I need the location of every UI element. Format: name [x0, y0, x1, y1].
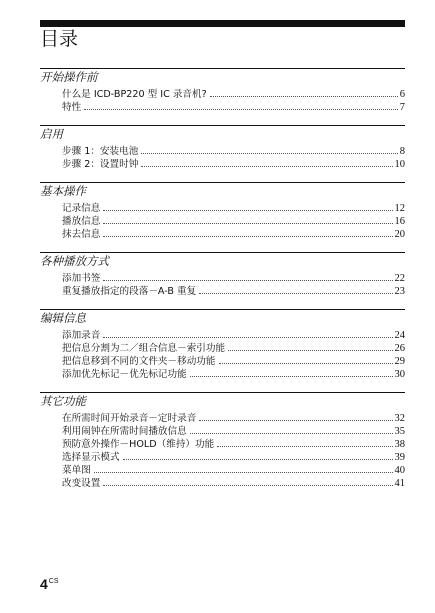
toc-entry-page: 10: [394, 159, 405, 170]
section-heading: 基本操作: [40, 184, 86, 198]
toc-entry[interactable]: [40, 215, 405, 228]
dot-leader: [84, 109, 398, 110]
toc-entry-page: 16: [394, 216, 405, 227]
toc-entry-title: 在所需时间开始录音－定时录音: [62, 413, 197, 424]
toc-entry-title: 什么是 ICD-BP220 型 IC 录音机?: [62, 89, 207, 100]
toc-entry-page: 29: [394, 356, 405, 367]
toc-entry-page: 38: [394, 439, 405, 450]
toc-entry-title: 步骤 1：安装电池: [62, 146, 139, 157]
dot-leader: [228, 350, 392, 351]
dot-leader: [103, 223, 392, 224]
toc-entry[interactable]: [40, 477, 405, 490]
section-heading: 各种播放方式: [40, 254, 109, 268]
section-divider: [40, 252, 405, 253]
toc-section: [40, 68, 405, 114]
toc-entry-page: 32: [394, 413, 405, 424]
toc-entry-page: 7: [399, 102, 405, 113]
section-divider: [40, 182, 405, 183]
toc-entry[interactable]: [40, 451, 405, 464]
toc-entry[interactable]: [40, 329, 405, 342]
toc-entry[interactable]: [40, 285, 405, 298]
toc-section: [40, 125, 405, 171]
dot-leader: [103, 485, 392, 486]
toc-entry-page: 30: [394, 369, 405, 380]
toc-entry-title: 把信息分割为二／组合信息－索引功能: [62, 343, 226, 354]
toc-entry[interactable]: [40, 158, 405, 171]
toc-entry-title: 选择显示模式: [62, 452, 120, 463]
dot-leader: [141, 153, 397, 154]
toc-entry[interactable]: [40, 425, 405, 438]
toc-entry[interactable]: [40, 88, 405, 101]
toc-entry-title: 抹去信息: [62, 229, 101, 240]
dot-leader: [103, 280, 392, 281]
toc-entry-page: 22: [394, 273, 405, 284]
section-heading: 启用: [40, 127, 63, 141]
section-heading: 开始操作前: [40, 70, 98, 84]
toc-entry-title: 菜单图: [62, 465, 91, 476]
toc-entry-page: 40: [394, 465, 405, 476]
dot-leader: [199, 293, 392, 294]
toc-entry-page: 6: [399, 89, 405, 100]
toc-entry-title: 添加优先标记－优先标记功能: [62, 369, 187, 380]
page-number-suffix: CS: [48, 578, 59, 585]
toc-entry[interactable]: [40, 228, 405, 241]
toc-entry-page: 12: [394, 203, 405, 214]
toc-entry-title: 特性: [62, 102, 82, 113]
toc-entry[interactable]: [40, 202, 405, 215]
page-number-value: 4: [40, 576, 48, 592]
section-heading: 其它功能: [40, 394, 86, 408]
toc-entry-page: 39: [394, 452, 405, 463]
toc-entry-title: 把信息移到不同的文件夹－移动功能: [62, 356, 216, 367]
toc-entry-title: 利用闹钟在所需时间播放信息: [62, 426, 187, 437]
dot-leader: [199, 420, 392, 421]
toc-entry-page: 41: [394, 478, 405, 489]
toc-entry[interactable]: [40, 355, 405, 368]
toc-entry[interactable]: [40, 145, 405, 158]
toc-entry-title: 添加录音: [62, 330, 101, 341]
toc-entry-title: 改变设置: [62, 478, 101, 489]
dot-leader: [190, 376, 393, 377]
page-number: [40, 576, 59, 592]
toc-entry-page: 8: [399, 146, 405, 157]
toc-entry[interactable]: [40, 464, 405, 477]
toc-section: [40, 392, 405, 490]
dot-leader: [103, 210, 392, 211]
toc-entry-page: 24: [394, 330, 405, 341]
toc-entry[interactable]: [40, 342, 405, 355]
dot-leader: [210, 96, 398, 97]
toc-entry-title: 重复播放指定的段落－A-B 重复: [62, 286, 197, 297]
dot-leader: [141, 166, 392, 167]
dot-leader: [219, 363, 393, 364]
toc-entry-title: 播放信息: [62, 216, 101, 227]
toc-entry-page: 26: [394, 343, 405, 354]
section-divider: [40, 392, 405, 393]
toc-section: [40, 252, 405, 298]
toc-entry-title: 步骤 2：设置时钟: [62, 159, 139, 170]
toc-entry-title: 记录信息: [62, 203, 101, 214]
toc-entry-page: 23: [394, 286, 405, 297]
section-divider: [40, 68, 405, 69]
toc-entry[interactable]: [40, 272, 405, 285]
section-divider: [40, 309, 405, 310]
section-heading: 编辑信息: [40, 311, 86, 325]
table-of-contents: [40, 68, 405, 501]
toc-section: [40, 182, 405, 241]
dot-leader: [217, 446, 392, 447]
toc-entry[interactable]: [40, 412, 405, 425]
dot-leader: [103, 337, 392, 338]
toc-entry[interactable]: [40, 438, 405, 451]
dot-leader: [123, 459, 393, 460]
toc-entry-page: 20: [394, 229, 405, 240]
toc-entry-page: 35: [394, 426, 405, 437]
toc-entry-title: 添加书签: [62, 273, 101, 284]
page-title: 目录: [40, 28, 79, 50]
dot-leader: [94, 472, 393, 473]
toc-entry-title: 预防意外操作－HOLD（维持）功能: [62, 439, 215, 450]
header-bar: [40, 20, 405, 27]
toc-entry[interactable]: [40, 368, 405, 381]
dot-leader: [190, 433, 393, 434]
toc-entry[interactable]: [40, 101, 405, 114]
section-divider: [40, 125, 405, 126]
dot-leader: [103, 236, 392, 237]
toc-section: [40, 309, 405, 381]
